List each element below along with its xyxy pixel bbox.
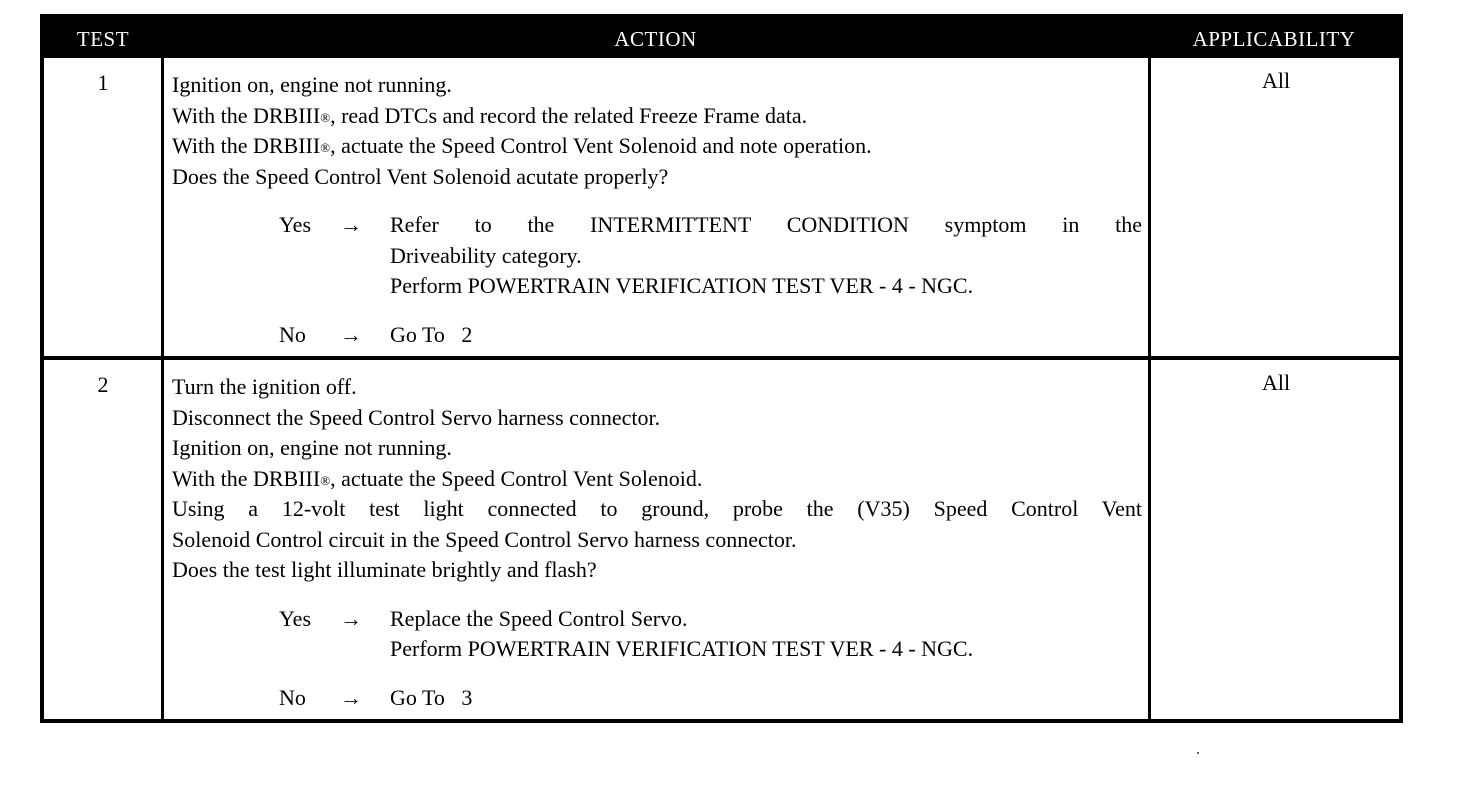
- test-number: 1: [97, 70, 109, 95]
- arrow-right-icon: →: [340, 684, 362, 710]
- diagnostic-test-table: [40, 14, 1403, 723]
- arrow-right-icon: →: [340, 605, 362, 631]
- header-action: ACTION: [614, 27, 697, 51]
- applicability-cell: All: [1261, 68, 1291, 93]
- action-cell: [172, 70, 1142, 350]
- test-number: 2: [97, 372, 109, 397]
- arrow-right-icon: →: [340, 212, 362, 237]
- no-branch: [172, 320, 1142, 351]
- action-step: Ignition on, engine not running.: [172, 72, 452, 97]
- action-step: Solenoid Control circuit in the Speed Control Servo harness connector.: [172, 526, 797, 552]
- registered-mark: ®: [320, 140, 331, 155]
- registered-mark: ®: [320, 472, 331, 488]
- no-label: No: [279, 321, 306, 347]
- yes-label: Yes: [279, 605, 312, 631]
- action-step: With the DRBIII®, actuate the Speed Control Vent Solenoid and note operation.: [172, 133, 872, 158]
- no-result: Go To 2: [390, 321, 473, 347]
- action-step: With the DRBIII®, read DTCs and record the related Freeze Frame data.: [172, 102, 808, 128]
- yes-result: Refer to the INTERMITTENT CONDITION symptom in the Driveability category. Perform POWERTRAIN VERIFICATION TEST VER - 4 - NGC.: [390, 212, 1142, 298]
- action-step: Disconnect the Speed Control Servo harness connector.: [172, 404, 661, 430]
- table-row: [44, 58, 1399, 356]
- scan-speck: [1197, 752, 1199, 754]
- action-step: Using a 12-volt test light connected to ground, probe the (V35) Speed Control Vent: [172, 496, 1142, 521]
- action-question: Does the test light illuminate brightly and flash?: [172, 557, 597, 582]
- header-test: TEST: [76, 27, 130, 51]
- table-row: [44, 360, 1399, 723]
- action-cell: [172, 372, 1142, 713]
- no-branch: [172, 683, 1142, 714]
- action-question: Does the Speed Control Vent Solenoid acutate properly?: [172, 163, 669, 189]
- yes-result: Replace the Speed Control Servo. Perform POWERTRAIN VERIFICATION TEST VER - 4 - NGC.: [390, 605, 974, 661]
- applicability-cell: All: [1261, 370, 1291, 395]
- no-result: Go To 3: [390, 684, 473, 710]
- no-label: No: [279, 684, 306, 710]
- table-header-row: [44, 18, 1399, 58]
- yes-label: Yes: [279, 212, 312, 237]
- yes-branch: [172, 210, 1142, 302]
- header-applicability: APPLICABILITY: [1192, 27, 1356, 51]
- yes-branch: [172, 604, 1142, 665]
- registered-mark: ®: [320, 109, 331, 125]
- action-step: Ignition on, engine not running.: [172, 435, 452, 460]
- arrow-right-icon: →: [340, 321, 362, 347]
- action-step: Turn the ignition off.: [172, 374, 357, 399]
- action-step: With the DRBIII®, actuate the Speed Control Vent Solenoid.: [172, 465, 703, 491]
